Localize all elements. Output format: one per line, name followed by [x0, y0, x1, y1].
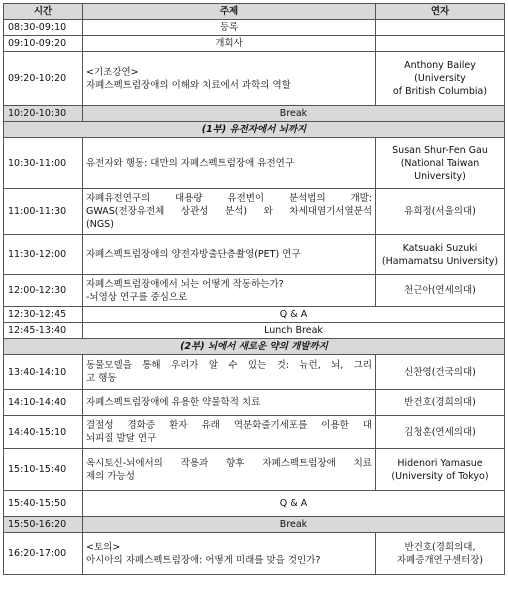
topic-line: 자폐유전연구의 대용량 유전변이 분석법의 개발:: [86, 193, 372, 204]
speaker-line: University): [414, 170, 466, 182]
section-title: (2부) 뇌에서 새로운 약의 개발까지: [4, 339, 505, 355]
topic-line: (NGS): [86, 219, 114, 230]
schedule-table: [3, 3, 505, 575]
row-time: 09:10-09:20: [4, 36, 83, 52]
row-time: 12:30-12:45: [4, 307, 83, 323]
section-row: [4, 339, 505, 355]
row-topic: [83, 390, 376, 416]
topic-line: 유전자와 행동: 대만의 자폐스펙트럼장애 유전연구: [86, 157, 294, 169]
schedule-row: [4, 275, 505, 307]
topic-line: 고 행동: [86, 373, 117, 384]
row-topic: Lunch Break: [83, 323, 505, 339]
row-time: 14:40-15:10: [4, 416, 83, 449]
schedule-row: [4, 189, 505, 235]
speaker-line: 반건호(경희의대): [404, 397, 476, 408]
row-speaker: [376, 275, 505, 307]
row-topic: [83, 449, 376, 491]
row-speaker: [376, 189, 505, 235]
speaker-line: 김청훈(연세의대): [404, 426, 476, 438]
topic-line: 아시아의 자폐스펙트럼장애: 어떻게 미래를 맞을 것인가?: [86, 554, 321, 566]
topic-line: GWAS(전장유전체 상관성 분석) 와 차세대염기서열분석: [86, 206, 372, 217]
row-topic: [83, 275, 376, 307]
row-topic: [83, 533, 376, 575]
speaker-line: Katsuaki Suzuki: [402, 242, 478, 254]
qa-row: [4, 491, 505, 517]
header-speaker: 연자: [376, 4, 505, 20]
row-speaker: [376, 416, 505, 449]
row-topic: Break: [83, 517, 505, 533]
topic-line: 동물모델을 통해 우리가 알 수 있는 것: 뉴런, 뇌, 그리: [86, 360, 372, 371]
row-topic: 등록: [83, 20, 376, 36]
row-speaker: [376, 52, 505, 106]
schedule-row: [4, 52, 505, 106]
row-time: 12:00-12:30: [4, 275, 83, 307]
topic-line: <토의>: [86, 541, 121, 553]
speaker-line: 반건호(경희의대,: [404, 541, 476, 553]
row-speaker: [376, 390, 505, 416]
row-time: 09:20-10:20: [4, 52, 83, 106]
topic-line: 제의 가능성: [86, 470, 135, 482]
row-time: 15:10-15:40: [4, 449, 83, 491]
schedule-row: [4, 416, 505, 449]
row-topic: Break: [83, 106, 505, 122]
row-time: 16:20-17:00: [4, 533, 83, 575]
section-title: (1부) 유전자에서 뇌까지: [4, 122, 505, 138]
speaker-line: 유희정(서울의대): [404, 206, 476, 217]
topic-line: -뇌영상 연구를 중심으로: [86, 291, 188, 303]
row-topic: [83, 355, 376, 390]
schedule-row: [4, 355, 505, 390]
speaker-line: of British Columbia): [392, 86, 488, 97]
break-row: [4, 106, 505, 122]
row-time: 08:30-09:10: [4, 20, 83, 36]
row-topic: [83, 416, 376, 449]
speaker-line: (National Taiwan: [400, 157, 480, 169]
topic-line: 결절성 경화증 환자 유래 역분화줄기세포를 이용한 대: [86, 420, 372, 431]
schedule-row: [4, 138, 505, 189]
topic-line: <기조강연>: [86, 66, 139, 78]
speaker-line: Anthony Bailey (University: [404, 60, 476, 84]
schedule-row: [4, 533, 505, 575]
topic-line: 자폐스펙트럼장애의 양전자방출단층촬영(PET) 연구: [86, 249, 301, 260]
schedule-row: [4, 36, 505, 52]
schedule-row: [4, 20, 505, 36]
row-time: 14:10-14:40: [4, 390, 83, 416]
break-row: [4, 517, 505, 533]
row-topic: Q & A: [83, 491, 505, 517]
header-row: [4, 4, 505, 20]
topic-line: 자폐스펙트럼장애에서 뇌는 어떻게 작동하는가?: [86, 278, 284, 290]
row-time: 10:20-10:30: [4, 106, 83, 122]
speaker-line: (University of Tokyo): [391, 470, 489, 482]
row-topic: [83, 235, 376, 275]
row-time: 11:00-11:30: [4, 189, 83, 235]
row-time: 10:30-11:00: [4, 138, 83, 189]
speaker-line: Susan Shur-Fen Gau: [392, 144, 488, 156]
section-row: [4, 122, 505, 138]
speaker-line: 자폐증개연구센터장): [396, 554, 484, 566]
row-time: 11:30-12:00: [4, 235, 83, 275]
qa-row: [4, 307, 505, 323]
row-time: 12:45-13:40: [4, 323, 83, 339]
row-speaker: [376, 449, 505, 491]
row-topic: [83, 52, 376, 106]
speaker-line: 신찬영(건국의대): [404, 366, 476, 378]
topic-line: 자폐스펙트럼장애에 유용한 약물학적 치료: [86, 397, 261, 408]
row-time: 15:50-16:20: [4, 517, 83, 533]
row-speaker: [376, 235, 505, 275]
row-speaker: [376, 20, 505, 36]
row-topic: [83, 138, 376, 189]
schedule-row: [4, 235, 505, 275]
speaker-line: Hidenori Yamasue: [397, 457, 483, 469]
header-time: 시간: [4, 4, 83, 20]
schedule-row: [4, 390, 505, 416]
row-topic: 개회사: [83, 36, 376, 52]
row-speaker: [376, 355, 505, 390]
header-topic: 주제: [83, 4, 376, 20]
schedule-row: [4, 449, 505, 491]
row-speaker: [376, 36, 505, 52]
speaker-line: (Hamamatsu University): [381, 255, 499, 267]
row-topic: Q & A: [83, 307, 505, 323]
row-speaker: [376, 533, 505, 575]
topic-line: 자폐스펙트럼장애의 이해와 치료에서 과학의 역할: [86, 79, 291, 91]
row-speaker: [376, 138, 505, 189]
row-time: 13:40-14:10: [4, 355, 83, 390]
row-topic: [83, 189, 376, 235]
row-time: 15:40-15:50: [4, 491, 83, 517]
topic-line: 옥시토신-뇌에서의 작용과 향후 자폐스펙트럼장애 치료: [86, 457, 372, 469]
lunch-row: [4, 323, 505, 339]
topic-line: 뇌피질 발달 연구: [86, 433, 157, 444]
speaker-line: 천근아(연세의대): [404, 285, 476, 296]
